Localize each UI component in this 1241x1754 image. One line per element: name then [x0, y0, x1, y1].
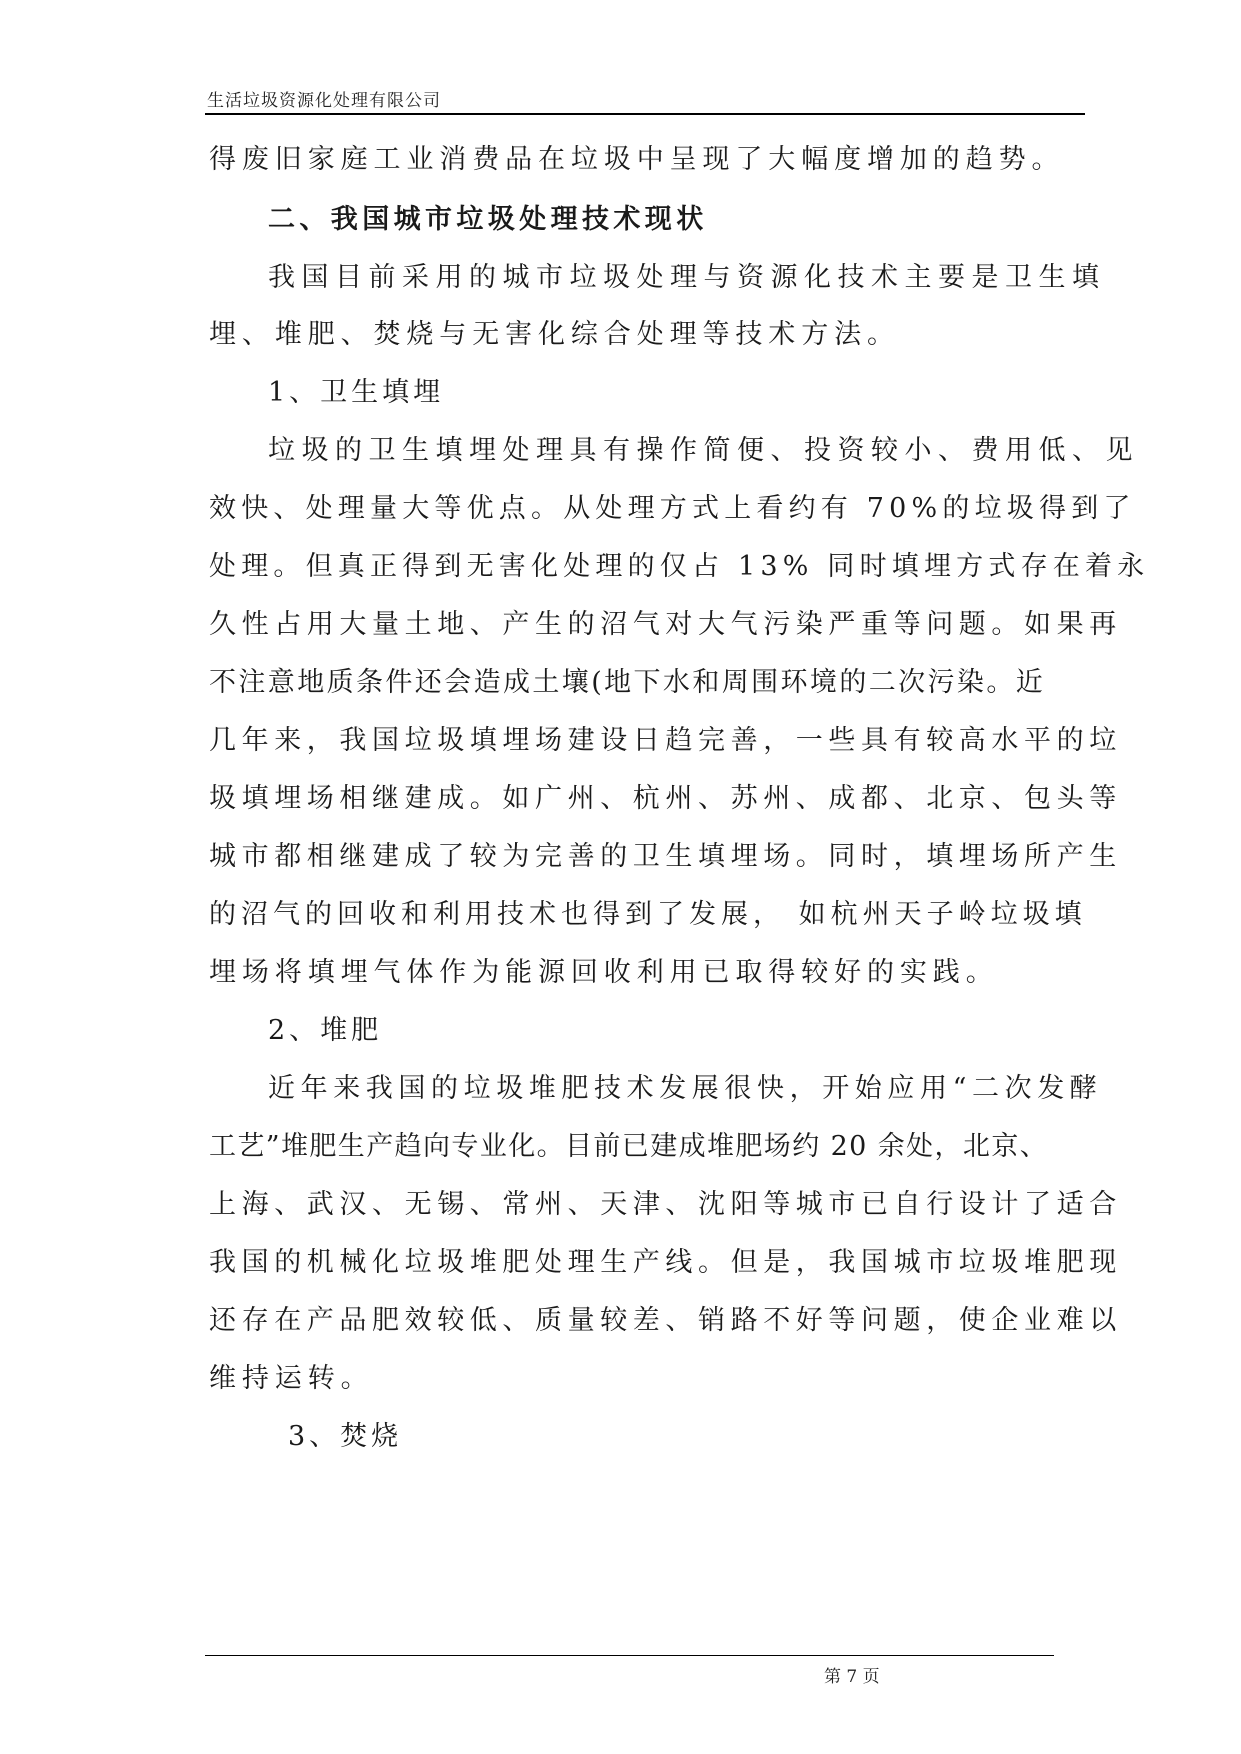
subsection-heading: 2、堆肥 — [268, 1015, 383, 1046]
body-line: 圾填埋场相继建成。如广州、杭州、苏州、成都、北京、包头等 — [209, 783, 1122, 814]
body-line: 还存在产品肥效较低、质量较差、销路不好等问题，使企业难以 — [209, 1305, 1122, 1336]
header-company-name: 生活垃圾资源化处理有限公司 — [207, 91, 441, 111]
body-line: 垃圾的卫生填埋处理具有操作简便、投资较小、费用低、见 — [268, 435, 1139, 466]
body-line: 工艺”堆肥生产趋向专业化。目前已建成堆肥场约 20 余处，北京、 — [209, 1131, 1049, 1162]
body-line: 埋、堆肥、焚烧与无害化综合处理等技术方法。 — [209, 319, 900, 350]
body-line: 近年来我国的垃圾堆肥技术发展很快，开始应用“二次发酵 — [268, 1073, 1103, 1104]
header-divider — [205, 113, 1085, 115]
subsection-heading: 1、卫生填埋 — [268, 377, 445, 408]
body-line: 的沼气的回收和利用技术也得到了发展， 如杭州天子岭垃圾填 — [209, 899, 1087, 930]
body-line: 得废旧家庭工业消费品在垃圾中呈现了大幅度增加的趋势。 — [209, 144, 1065, 175]
body-line: 久性占用大量土地、产生的沼气对大气污染严重等问题。如果再 — [209, 609, 1122, 640]
subsection-heading: 3、焚烧 — [288, 1421, 403, 1452]
page-number: 第 7 页 — [824, 1667, 880, 1687]
body-line: 我国目前采用的城市垃圾处理与资源化技术主要是卫生填 — [268, 262, 1106, 293]
body-line: 效快、处理量大等优点。从处理方式上看约有 70%的垃圾得到了 — [209, 493, 1136, 524]
body-line: 几年来，我国垃圾填埋场建设日趋完善，一些具有较高水平的垃 — [209, 725, 1122, 756]
footer-divider — [205, 1655, 1054, 1656]
body-line: 不注意地质条件还会造成土壤(地下水和周围环境的二次污染。近 — [209, 667, 1046, 698]
body-line: 埋场将填埋气体作为能源回收利用已取得较好的实践。 — [209, 957, 999, 988]
body-line: 处理。但真正得到无害化处理的仅占 13% 同时填埋方式存在着永 — [209, 551, 1150, 582]
body-line: 上海、武汉、无锡、常州、天津、沈阳等城市已自行设计了适合 — [209, 1189, 1122, 1220]
section-heading: 二、我国城市垃圾处理技术现状 — [268, 204, 708, 235]
body-line: 我国的机械化垃圾堆肥处理生产线。但是，我国城市垃圾堆肥现 — [209, 1247, 1122, 1278]
body-line: 城市都相继建成了较为完善的卫生填埋场。同时，填埋场所产生 — [209, 841, 1122, 872]
body-line: 维持运转。 — [209, 1363, 374, 1394]
